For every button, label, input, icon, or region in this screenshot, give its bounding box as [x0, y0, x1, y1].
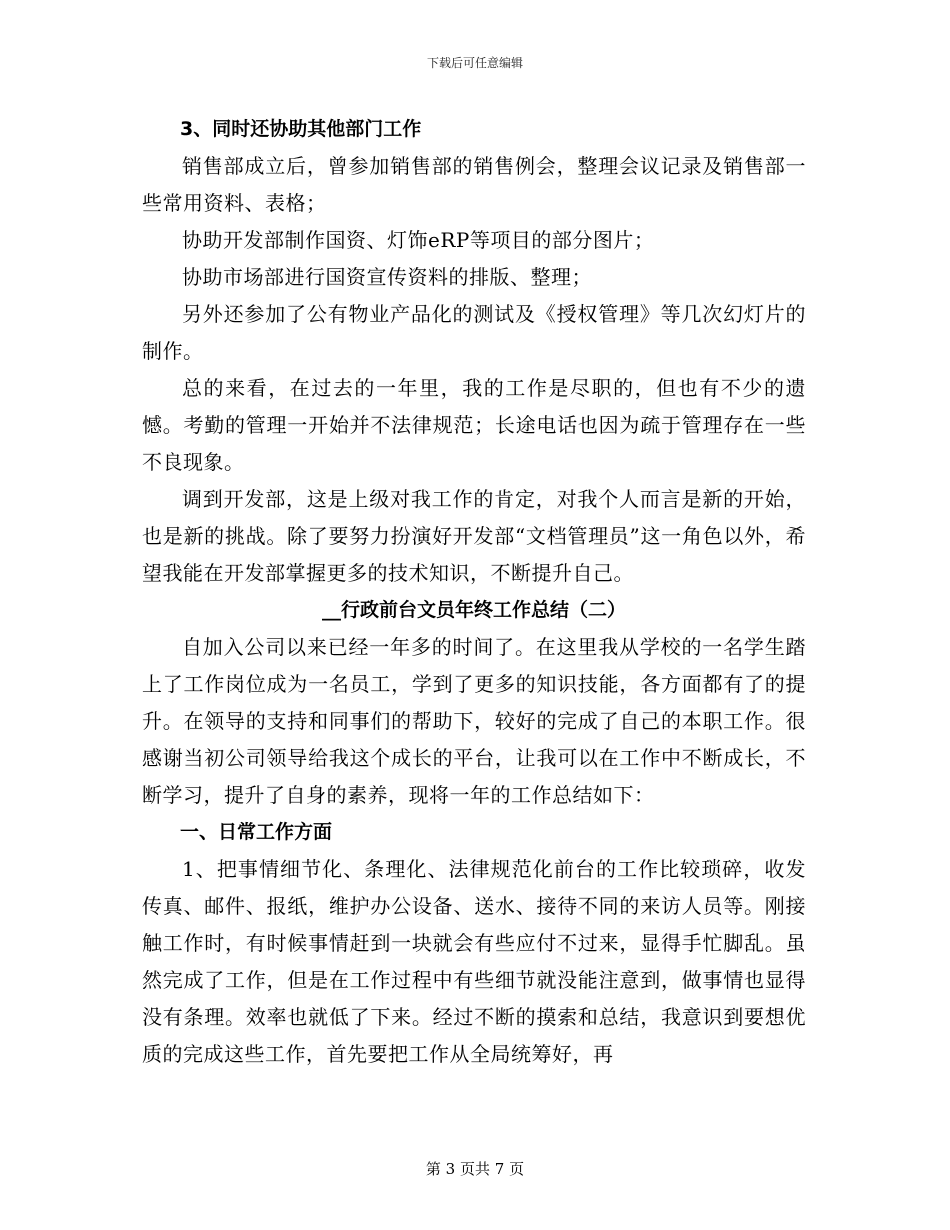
paragraph-dev-images: 协助开发部制作国资、灯饰eRP等项目的部分图片；: [182, 228, 655, 252]
paragraph-intro: 自加入公司以来已经一年多的时间了。在这里我从学校的一名学生踏上了工作岗位成为一名员工，学到了更多的知识技能，各方面都有了的提升。在领导的支持和同事们的帮助下，较好的完成了自己的本职工作。很感谢当初公司领导给我这个成长的平台，让我可以在工作中不断成长，不断学习，提升了自身的素养，现将一年的工作总结如下：: [142, 635, 806, 807]
section-heading-daily-work: 一、日常工作方面: [180, 821, 333, 843]
page-number-footer: 第 3 页共 7 页: [425, 1160, 525, 1178]
document-section-title: __行政前台文员年终工作总结（二）: [321, 599, 626, 621]
paragraph-marketing: 协助市场部进行国资宣传资料的排版、整理；: [182, 265, 592, 289]
paragraph-sales: 销售部成立后，曾参加销售部的销售例会，整理会议记录及销售部一些常用资料、表格；: [142, 154, 806, 215]
document-body: [142, 111, 806, 1073]
page-header-note: 下载后可任意编辑: [426, 56, 523, 70]
paragraph-summary: 总的来看，在过去的一年里，我的工作是尽职的，但也有不少的遗憾。考勤的管理一开始并不法律规范；长途电话也因为疏于管理存在一些不良现象。: [142, 376, 806, 474]
paragraph-transfer: 调到开发部，这是上级对我工作的肯定，对我个人而言是新的开始，也是新的挑战。除了要努力扮演好开发部“文档管理员”这一角色以外，希望我能在开发部掌握更多的技术知识，不断提升自己。: [142, 487, 806, 585]
section-heading-assist: 3、同时还协助其他部门工作: [180, 118, 422, 140]
paragraph-daily-details: 1、把事情细节化、条理化、法律规范化前台的工作比较琐碎，收发传真、邮件、报纸，维护办公设备、送水、接待不同的来访人员等。刚接触工作时，有时候事情赶到一块就会有些应付不过来，显得手忙脚乱。虽然完成了工作，但是在工作过程中有些细节就没能注意到，做事情也显得没有条理。效率也就低了下来。经过不断的摸索和总结，我意识到要想优质的完成这些工作，首先要把工作从全局统筹好，再: [142, 857, 806, 1066]
paragraph-slides: 另外还参加了公有物业产品化的测试及《授权管理》等几次幻灯片的制作。: [142, 302, 806, 363]
